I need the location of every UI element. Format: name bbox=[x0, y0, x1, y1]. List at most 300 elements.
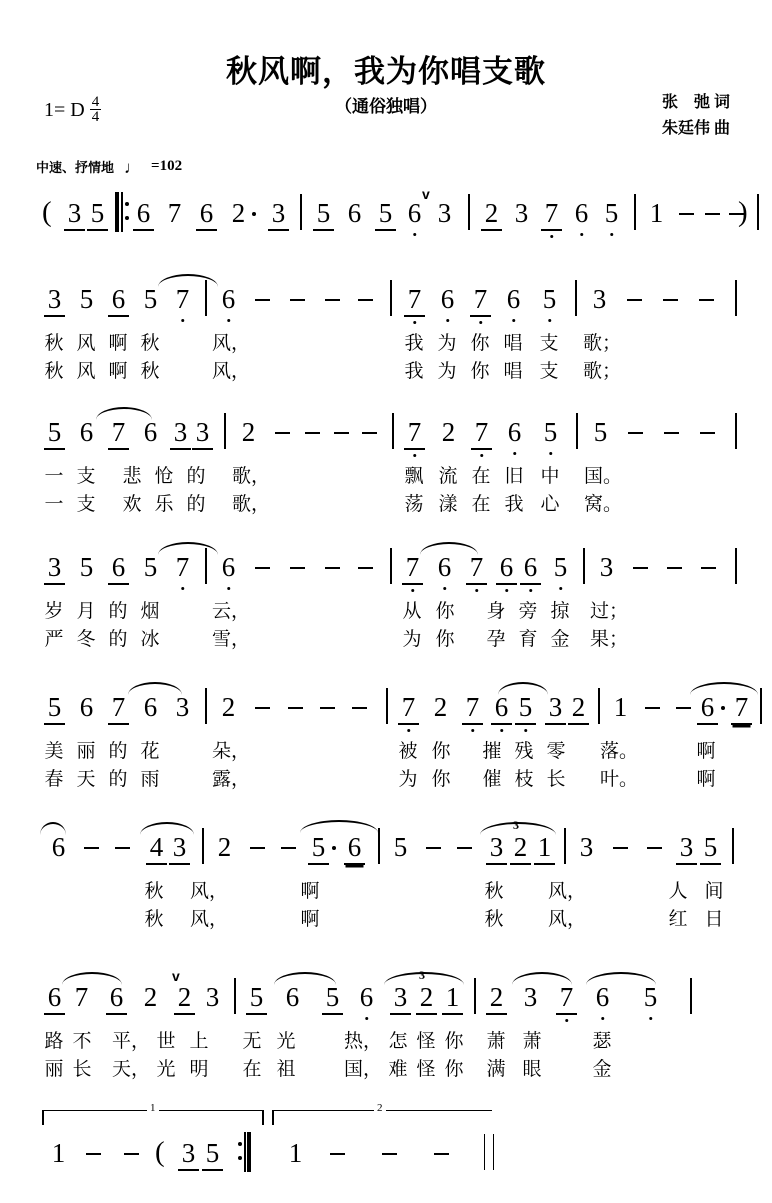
note: 5 bbox=[593, 417, 608, 447]
sustain-dash bbox=[352, 707, 367, 709]
note: 5 bbox=[313, 200, 334, 231]
note: 2 bbox=[174, 984, 195, 1015]
lyric: 间 bbox=[704, 880, 724, 902]
lyric: 一 bbox=[44, 465, 64, 487]
lyric: 天 bbox=[76, 768, 96, 790]
lyric: 长 bbox=[546, 768, 566, 790]
lyric: 秋 bbox=[44, 332, 64, 354]
sustain-dash bbox=[705, 213, 720, 215]
barline bbox=[735, 548, 737, 584]
barline bbox=[202, 828, 204, 864]
slur bbox=[274, 972, 336, 985]
barline bbox=[224, 413, 226, 449]
lyric: 啊 bbox=[300, 908, 320, 930]
sustain-dash bbox=[275, 432, 290, 434]
key-signature: 1= D bbox=[44, 99, 85, 122]
barline bbox=[468, 194, 470, 230]
sustain-dash bbox=[627, 299, 642, 301]
lyric: 雨 bbox=[140, 768, 160, 790]
slur bbox=[62, 972, 122, 985]
note: 3 bbox=[178, 1140, 199, 1171]
lyric: 啊 bbox=[108, 332, 128, 354]
note: 2 bbox=[486, 984, 507, 1015]
sustain-dash bbox=[679, 213, 694, 215]
repeat-end-sign bbox=[238, 1132, 252, 1172]
sustain-dash bbox=[325, 567, 340, 569]
barline bbox=[392, 413, 394, 449]
lyric: 支 bbox=[539, 332, 559, 354]
note: 1 bbox=[51, 1138, 66, 1168]
lyric: 萧 bbox=[522, 1030, 542, 1052]
sustain-dash bbox=[115, 847, 130, 849]
lyric-row-verse2 bbox=[0, 1054, 772, 1082]
note: 3 bbox=[169, 834, 190, 865]
composer-credit: 朱廷伟 曲 bbox=[661, 120, 730, 138]
lyric: 残 bbox=[514, 740, 534, 762]
lyric: 月 bbox=[76, 600, 96, 622]
sustain-dash bbox=[250, 847, 265, 849]
barline bbox=[598, 688, 600, 724]
note: 5 bbox=[308, 834, 329, 865]
sustain-dash bbox=[124, 1153, 139, 1155]
tempo-expression: 中速、抒情地 bbox=[36, 160, 115, 175]
note: 3 bbox=[170, 419, 191, 450]
lyric: 你 bbox=[435, 628, 455, 650]
lyric: 支 bbox=[76, 493, 96, 515]
lyric: 红 bbox=[668, 908, 688, 930]
sustain-dash bbox=[290, 299, 305, 301]
lyric: 怪 bbox=[416, 1058, 436, 1080]
barline bbox=[474, 978, 476, 1014]
lyric: 怎 bbox=[388, 1030, 408, 1052]
lyric: 金 bbox=[550, 628, 570, 650]
note: 7 bbox=[471, 419, 492, 450]
note: 5 bbox=[202, 1140, 223, 1171]
lyric: 秋 bbox=[144, 908, 164, 930]
lyric: 你 bbox=[444, 1030, 464, 1052]
note: 6 bbox=[218, 286, 239, 313]
lyric: 落。 bbox=[600, 740, 639, 762]
lyric: 为 bbox=[437, 360, 457, 382]
note: 6 bbox=[592, 984, 613, 1011]
subtitle: （通俗独唱） bbox=[335, 97, 437, 116]
barline bbox=[583, 548, 585, 584]
lyric: 光 bbox=[276, 1030, 296, 1052]
lyric: 眼 bbox=[522, 1058, 542, 1080]
lyric: 飘 bbox=[404, 465, 424, 487]
note: 6 bbox=[434, 554, 455, 581]
lyric: 的 bbox=[108, 600, 128, 622]
lyric-row-verse2 bbox=[0, 624, 772, 652]
lyric: 的 bbox=[186, 493, 206, 515]
note: 3 bbox=[437, 198, 452, 228]
note: 5 bbox=[640, 984, 661, 1011]
note: 2 bbox=[481, 200, 502, 231]
tempo-marking bbox=[36, 157, 182, 176]
time-signature bbox=[90, 95, 102, 125]
note: 5 bbox=[44, 694, 65, 725]
sustain-dash bbox=[325, 299, 340, 301]
lyric: 烟 bbox=[140, 600, 160, 622]
lyric: 花 bbox=[140, 740, 160, 762]
lyric: 风， bbox=[212, 360, 251, 382]
lyric: 秋 bbox=[144, 880, 164, 902]
slur bbox=[512, 972, 572, 985]
lyric: 祖 bbox=[276, 1058, 296, 1080]
lyric: 唱 bbox=[503, 332, 523, 354]
lyric: 丽 bbox=[44, 1058, 64, 1080]
note: 3 bbox=[676, 834, 697, 865]
lyric: 歌； bbox=[583, 360, 622, 382]
lyricist-credit: 张 弛 词 bbox=[661, 94, 730, 111]
lyric: 歌； bbox=[583, 332, 622, 354]
slur bbox=[300, 820, 378, 833]
repeat-start-sign bbox=[115, 192, 128, 232]
note: 3 bbox=[44, 286, 65, 317]
note: 2 bbox=[416, 984, 437, 1015]
lyric: 怪 bbox=[416, 1030, 436, 1052]
note: 3 bbox=[175, 692, 190, 722]
lyric: 啊 bbox=[300, 880, 320, 902]
quarter-note-icon: ♩ bbox=[124, 158, 142, 177]
note: 7 bbox=[172, 554, 193, 581]
lyric: 严 bbox=[44, 628, 64, 650]
lyric: 上 bbox=[189, 1030, 209, 1052]
lyric: 你 bbox=[470, 332, 490, 354]
note: 3 bbox=[44, 554, 65, 585]
lyric: 你 bbox=[431, 768, 451, 790]
note: 3 bbox=[205, 982, 220, 1012]
note: 3 bbox=[390, 984, 411, 1015]
note: 3 bbox=[486, 834, 507, 865]
lyric: 平， bbox=[112, 1030, 151, 1052]
sustain-dash bbox=[288, 707, 303, 709]
open-paren: ( bbox=[155, 1136, 165, 1168]
slur bbox=[498, 682, 548, 695]
lyric: 孕 bbox=[486, 628, 506, 650]
lyric-row-verse1 bbox=[0, 1026, 772, 1054]
barline bbox=[760, 688, 762, 724]
lyric: 我 bbox=[504, 493, 524, 515]
note: 7 bbox=[404, 419, 425, 450]
lyric: 心 bbox=[540, 493, 560, 515]
lyric: 风， bbox=[212, 332, 251, 354]
lyric: 风， bbox=[190, 908, 229, 930]
note: 6 bbox=[133, 200, 154, 231]
lyric: 国， bbox=[344, 1058, 383, 1080]
sustain-dash bbox=[330, 1153, 345, 1155]
lyric: 支 bbox=[76, 465, 96, 487]
lyric: 秋 bbox=[484, 880, 504, 902]
lyric: 国。 bbox=[584, 465, 623, 487]
lyric: 露， bbox=[212, 768, 251, 790]
lyric: 难 bbox=[388, 1058, 408, 1080]
lyric: 啊 bbox=[108, 360, 128, 382]
lyric: 叶。 bbox=[600, 768, 639, 790]
lyric: 风， bbox=[548, 880, 587, 902]
note: 5 bbox=[79, 552, 94, 582]
sustain-dash bbox=[633, 567, 648, 569]
barline bbox=[576, 413, 578, 449]
barline bbox=[205, 280, 207, 316]
barline bbox=[234, 978, 236, 1014]
note: 5 bbox=[87, 200, 108, 231]
lyric: 我 bbox=[404, 332, 424, 354]
lyric: 中 bbox=[540, 465, 560, 487]
barline bbox=[735, 413, 737, 449]
lyric: 你 bbox=[470, 360, 490, 382]
note: 3 bbox=[592, 284, 607, 314]
sustain-dash bbox=[701, 567, 716, 569]
lyric: 唱 bbox=[503, 360, 523, 382]
lyric: 一 bbox=[44, 493, 64, 515]
sustain-dash bbox=[382, 1153, 397, 1155]
lyric: 金 bbox=[592, 1058, 612, 1080]
sustain-dash bbox=[255, 707, 270, 709]
lyric: 在 bbox=[471, 465, 491, 487]
note-row-ending bbox=[0, 1126, 772, 1182]
note: 6 bbox=[697, 694, 718, 725]
note: 6 bbox=[218, 554, 239, 581]
note: 3 bbox=[64, 200, 85, 231]
note: 3 bbox=[545, 694, 566, 725]
staff-system-4 bbox=[0, 680, 772, 792]
lyric: 漾 bbox=[438, 493, 458, 515]
lyric: 热， bbox=[344, 1030, 383, 1052]
barline bbox=[575, 280, 577, 316]
note: 2 bbox=[217, 832, 232, 862]
lyric: 路 bbox=[44, 1030, 64, 1052]
note: 6 bbox=[106, 984, 127, 1015]
note: 7 bbox=[541, 200, 562, 231]
lyric: 冰 bbox=[140, 628, 160, 650]
sustain-dash bbox=[434, 1153, 449, 1155]
sustain-dash bbox=[358, 567, 373, 569]
sustain-dash bbox=[290, 567, 305, 569]
sustain-dash bbox=[86, 1153, 101, 1155]
note: 6 bbox=[520, 554, 541, 585]
barline bbox=[205, 548, 207, 584]
note-row-2 bbox=[0, 405, 772, 461]
note: 6 bbox=[437, 286, 458, 313]
sustain-dash bbox=[664, 432, 679, 434]
note: 2 bbox=[231, 198, 246, 228]
lyric: 的 bbox=[186, 465, 206, 487]
note-row-4 bbox=[0, 680, 772, 736]
note: 7 bbox=[74, 982, 89, 1012]
note: 3 bbox=[579, 832, 594, 862]
note: 7 bbox=[402, 554, 423, 585]
lyric: 春 bbox=[44, 768, 64, 790]
note: 7 bbox=[167, 198, 182, 228]
lyric: 啊 bbox=[696, 768, 716, 790]
tempo-bpm: =102 bbox=[151, 158, 183, 174]
note: 5 bbox=[246, 984, 267, 1015]
lyric-row-verse2 bbox=[0, 489, 772, 517]
lyric-row-verse1 bbox=[0, 876, 772, 904]
lyric: 冬 bbox=[76, 628, 96, 650]
lyric: 你 bbox=[435, 600, 455, 622]
note: 5 bbox=[539, 286, 560, 313]
note: 2 bbox=[241, 417, 256, 447]
note: 1 bbox=[649, 198, 664, 228]
lyric-row-verse2 bbox=[0, 356, 772, 384]
sustain-dash bbox=[663, 299, 678, 301]
note: 5 bbox=[540, 419, 561, 446]
lyric: 催 bbox=[482, 768, 502, 790]
note: 6 bbox=[79, 692, 94, 722]
lyric: 秋 bbox=[140, 332, 160, 354]
note-row-intro bbox=[0, 186, 772, 242]
note: 5 bbox=[79, 284, 94, 314]
note: 2 bbox=[568, 694, 589, 725]
lyric: 光 bbox=[156, 1058, 176, 1080]
lyric: 岁 bbox=[44, 600, 64, 622]
sustain-dash bbox=[320, 707, 335, 709]
note: 5 bbox=[375, 200, 396, 231]
barline bbox=[564, 828, 566, 864]
volta-bracket-1 bbox=[42, 1102, 264, 1127]
slur bbox=[158, 274, 218, 287]
note: 6 bbox=[496, 554, 517, 585]
sustain-dash bbox=[84, 847, 99, 849]
open-paren: ( bbox=[42, 196, 52, 228]
lyric: 旧 bbox=[504, 465, 524, 487]
lyric: 从 bbox=[402, 600, 422, 622]
note: 6 bbox=[196, 200, 217, 231]
note-row-6 bbox=[0, 970, 772, 1026]
note: 3 bbox=[523, 982, 538, 1012]
note: 1 bbox=[534, 834, 555, 865]
note: 5 bbox=[393, 832, 408, 862]
note: 6 bbox=[344, 834, 365, 865]
note: 6 bbox=[285, 982, 300, 1012]
lyric: 旁 bbox=[518, 600, 538, 622]
augmentation-dot bbox=[252, 212, 256, 216]
lyric: 长 bbox=[72, 1058, 92, 1080]
lyric: 被 bbox=[398, 740, 418, 762]
lyric: 歌， bbox=[232, 493, 271, 515]
note: 5 bbox=[44, 419, 65, 450]
lyric-row-verse1 bbox=[0, 736, 772, 764]
slur bbox=[140, 822, 194, 835]
note: 5 bbox=[322, 984, 343, 1015]
note: 7 bbox=[172, 286, 193, 313]
lyric: 无 bbox=[242, 1030, 262, 1052]
barline bbox=[690, 978, 692, 1014]
lyric: 窝。 bbox=[584, 493, 623, 515]
lyric: 身 bbox=[486, 600, 506, 622]
staff-system-intro bbox=[0, 186, 772, 242]
barline bbox=[390, 548, 392, 584]
note: 7 bbox=[466, 554, 487, 585]
lyric: 啊 bbox=[696, 740, 716, 762]
lyric: 日 bbox=[704, 908, 724, 930]
lyric: 为 bbox=[402, 628, 422, 650]
note: 6 bbox=[347, 198, 362, 228]
sustain-dash bbox=[334, 432, 349, 434]
note: 7 bbox=[470, 286, 491, 317]
lyric: 乐 bbox=[154, 493, 174, 515]
credits bbox=[662, 90, 730, 143]
lyric: 瑟 bbox=[592, 1030, 612, 1052]
barline bbox=[757, 194, 759, 230]
note: 5 bbox=[143, 284, 158, 314]
barline bbox=[386, 688, 388, 724]
lyric: 为 bbox=[437, 332, 457, 354]
sustain-dash bbox=[426, 847, 441, 849]
note: 7 bbox=[731, 694, 752, 725]
slur bbox=[586, 972, 656, 985]
lyric: 的 bbox=[108, 628, 128, 650]
breath-mark-icon: v bbox=[172, 968, 180, 984]
sustain-dash bbox=[457, 847, 472, 849]
note: 5 bbox=[700, 834, 721, 865]
note: 3 bbox=[514, 198, 529, 228]
lyric: 在 bbox=[242, 1058, 262, 1080]
lyric-row-verse2 bbox=[0, 904, 772, 932]
note-row-1 bbox=[0, 272, 772, 328]
lyric: 风， bbox=[190, 880, 229, 902]
lyric: 零 bbox=[546, 740, 566, 762]
lyric: 的 bbox=[108, 768, 128, 790]
note: 2 bbox=[221, 692, 236, 722]
note: 5 bbox=[550, 554, 571, 581]
volta-number: 2 bbox=[374, 1102, 386, 1114]
sustain-dash bbox=[613, 847, 628, 849]
lyric-row-verse1 bbox=[0, 596, 772, 624]
lyric: 为 bbox=[398, 768, 418, 790]
note: 6 bbox=[491, 694, 512, 725]
lyric: 雪， bbox=[212, 628, 251, 650]
note: 7 bbox=[108, 694, 129, 725]
lyric: 美 bbox=[44, 740, 64, 762]
triplet-number: 3 bbox=[419, 968, 425, 982]
lyric: 在 bbox=[471, 493, 491, 515]
lyric: 悲 bbox=[122, 465, 142, 487]
staff-system-2 bbox=[0, 405, 772, 517]
lyric: 荡 bbox=[404, 493, 424, 515]
note: 6 bbox=[108, 286, 129, 317]
sustain-dash bbox=[255, 299, 270, 301]
note: 7 bbox=[556, 984, 577, 1015]
note: 5 bbox=[143, 552, 158, 582]
note: 5 bbox=[601, 200, 622, 227]
staff-system-3 bbox=[0, 540, 772, 652]
key-and-time-signature bbox=[44, 96, 101, 126]
slur bbox=[690, 682, 758, 695]
note: 7 bbox=[398, 694, 419, 725]
lyric: 过； bbox=[590, 600, 629, 622]
lyric: 云， bbox=[212, 600, 251, 622]
note: 1 bbox=[288, 1138, 303, 1168]
note-row-3 bbox=[0, 540, 772, 596]
note: 2 bbox=[510, 834, 531, 865]
note: 4 bbox=[146, 834, 167, 865]
note: 5 bbox=[515, 694, 536, 725]
sustain-dash bbox=[281, 847, 296, 849]
lyric: 掠 bbox=[550, 600, 570, 622]
lyric: 满 bbox=[486, 1058, 506, 1080]
lyric: 欢 bbox=[122, 493, 142, 515]
sustain-dash bbox=[700, 432, 715, 434]
lyric: 人 bbox=[668, 880, 688, 902]
breath-mark-icon: v bbox=[422, 186, 430, 202]
lyric: 育 bbox=[518, 628, 538, 650]
note: 7 bbox=[108, 419, 129, 450]
lyric: 流 bbox=[438, 465, 458, 487]
lyric: 摧 bbox=[482, 740, 502, 762]
